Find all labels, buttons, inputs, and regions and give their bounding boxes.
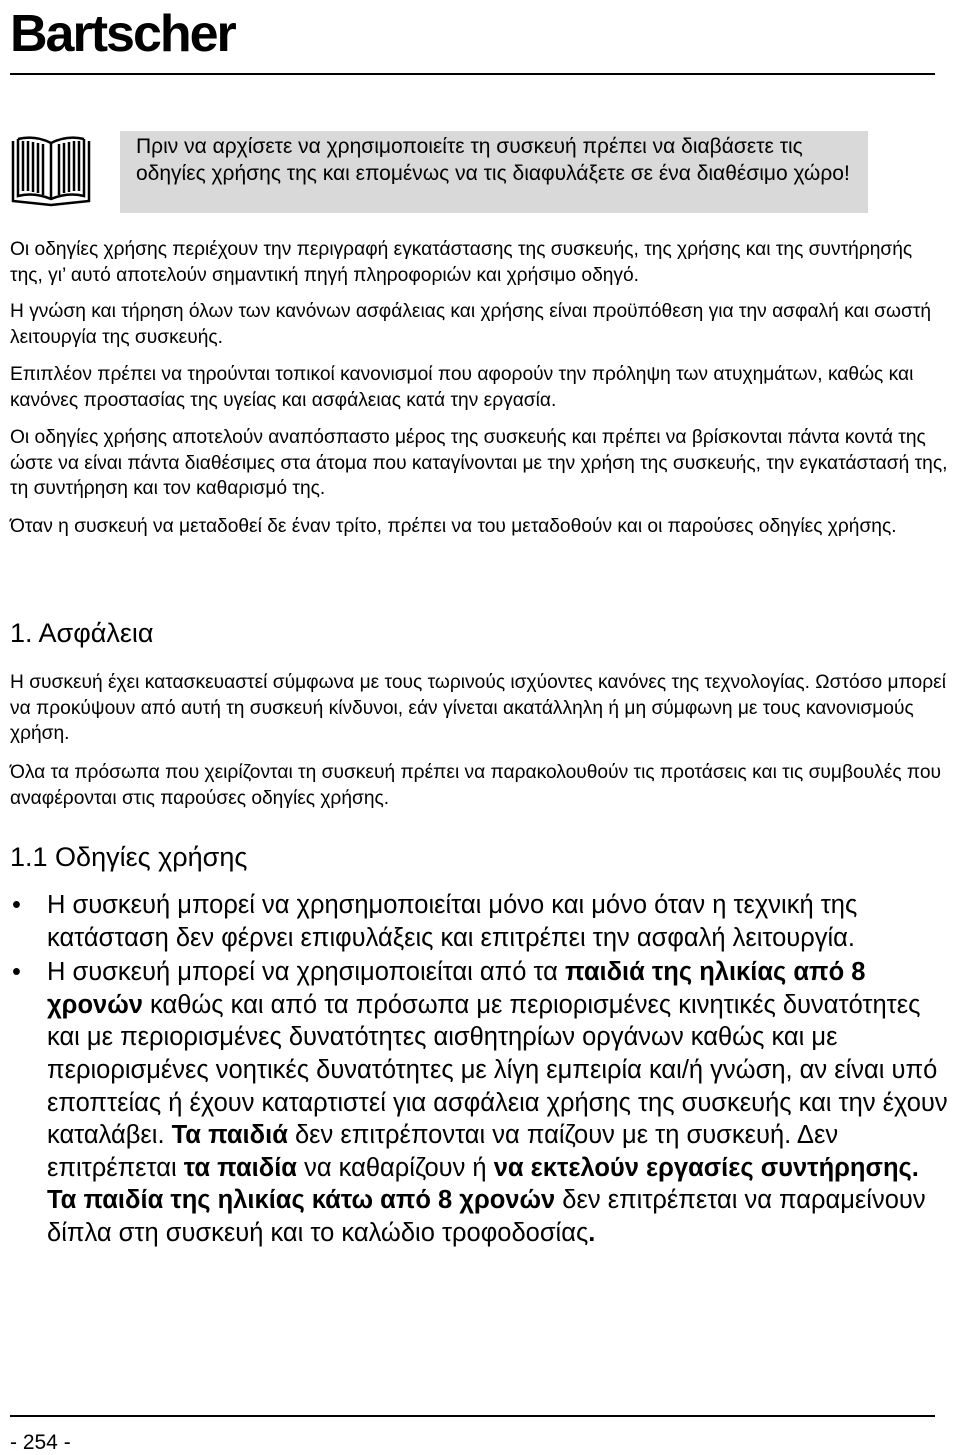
bold-emphasis: τα παιδία <box>183 1153 297 1182</box>
bold-emphasis: Τα παιδιά <box>171 1121 288 1150</box>
safety-notice-box: Πριν να αρχίσετε να χρησιμοποιείτε τη συσκευή πρέπει να διαβάσετε τις οδηγίες χρήσης της και επομένως να τις διαφυλάξετε σε ένα διαθέσιμο χώρο! <box>120 131 868 213</box>
bold-emphasis: παιδιά της ηλικίας από 8 χρονών <box>47 958 866 1019</box>
bullet-icon: • <box>12 958 21 987</box>
footer-divider <box>10 1415 935 1417</box>
section-heading-usage-instructions: 1.1 Οδηγίες χρήσης <box>10 842 248 872</box>
open-book-icon <box>10 135 92 207</box>
list-item <box>10 889 955 954</box>
safety-paragraph-2: Όλα τα πρόσωπα που χειρίζονται τη συσκευή πρέπει να παρακολουθούν τις προτάσεις και τις συμβουλές που αναφέρονται στις παρούσες οδηγίες χρήσης. <box>10 762 942 809</box>
list-item <box>10 956 955 1249</box>
bold-emphasis: να εκτελούν εργασίες συντήρησης. Τα παιδία της ηλικίας κάτω από 8 χρονών <box>47 1153 919 1215</box>
bullet-text: καθώς και από τα πρόσωπα με περιορισμένες κινητικές δυνατότητες και με περιορισμένες δυνατότητες αισθητηρίων οργάνων καθώς και με περιορισμένες νοητικές δυνατότητες με λίγη εμπειρία και/ή γνώση, αν είναι υπό εποπτείας ή έχουν καταρτιστεί για ασφάλεια χρήσης της συσκευής και την έχουν καταλάβει. <box>47 990 948 1150</box>
intro-paragraph-2: Η γνώση και τήρηση όλων των κανόνων ασφάλειας και χρήσης είναι προϋπόθεση για την ασφαλή και σωστή λειτουργία της συσκευής. <box>10 301 932 348</box>
bullet-text: Η συσκευή μπορεί να χρησημοποιείται μόνο και μόνο όταν η τεχνική της κατάσταση δεν φέρνει επιφυλάξεις και επιτρέπει την ασφαλή λειτουργία. <box>47 891 858 952</box>
page-number: - 254 - <box>10 1431 71 1454</box>
bullet-text: Η συσκευή μπορεί να χρησιμοποιείται από τα <box>47 958 566 987</box>
bullet-icon: • <box>12 891 21 919</box>
bullet-text: δεν επιτρέπεται να παραμείνουν δίπλα στη συσκευή και το καλώδιο τροφοδοσίας <box>47 1186 926 1247</box>
bullet-text: δεν επιτρέπονται να παίζουν με τη συσκευή. Δεν επιτρέπεται <box>47 1121 839 1182</box>
bold-emphasis: . <box>588 1218 596 1247</box>
bullet-text: να καθαρίζουν ή <box>296 1153 494 1182</box>
usage-instructions-list <box>10 889 955 1250</box>
intro-paragraph-3: Επιπλέον πρέπει να τηρούνται τοπικοί κανονισμοί που αφορούν την πρόληψη των ατυχημάτων, καθώς και κανόνες προστασίας της υγείας και ασφάλειας κατά την εργασία. <box>10 364 914 411</box>
brand-logo: Bartscher <box>10 5 235 63</box>
intro-paragraph-1: Οι οδηγίες χρήσης περιέχουν την περιγραφή εγκατάστασης της συσκευής, της χρήσης και της συντήρησής της, γι’ αυτό αποτελούν σημαντική πηγή πληροφοριών και χρήσιμο οδηγό. <box>10 239 913 286</box>
intro-paragraph-5: Όταν η συσκευή να μεταδοθεί δε έναν τρίτο, πρέπει να του μεταδοθούν και οι παρούσες οδηγίες χρήσης. <box>10 516 897 537</box>
header-divider <box>10 73 935 75</box>
section-heading-safety: 1. Ασφάλεια <box>10 618 154 648</box>
intro-paragraph-4: Οι οδηγίες χρήσης αποτελούν αναπόσπαστο μέρος της συσκευής και πρέπει να βρίσκονται πάντα κοντά της ώστε να είναι πάντα διαθέσιμες στα άτομα που καταγίνονται με την χρήση της συσκευής, την εγκατάστασή της, τη συντήρηση και τον καθαρισμό της. <box>10 427 948 499</box>
safety-paragraph-1: Η συσκευή έχει κατασκευαστεί σύμφωνα με τους τωρινούς ισχύοντες κανόνες της τεχνολογίας. Ωστόσο μπορεί να προκύψουν από αυτή τη συσκευή κίνδυνοι, εάν γίνεται ακατάλληλη ή μη σύμφωνη με τους κανονισμούς χρήση. <box>10 672 946 744</box>
